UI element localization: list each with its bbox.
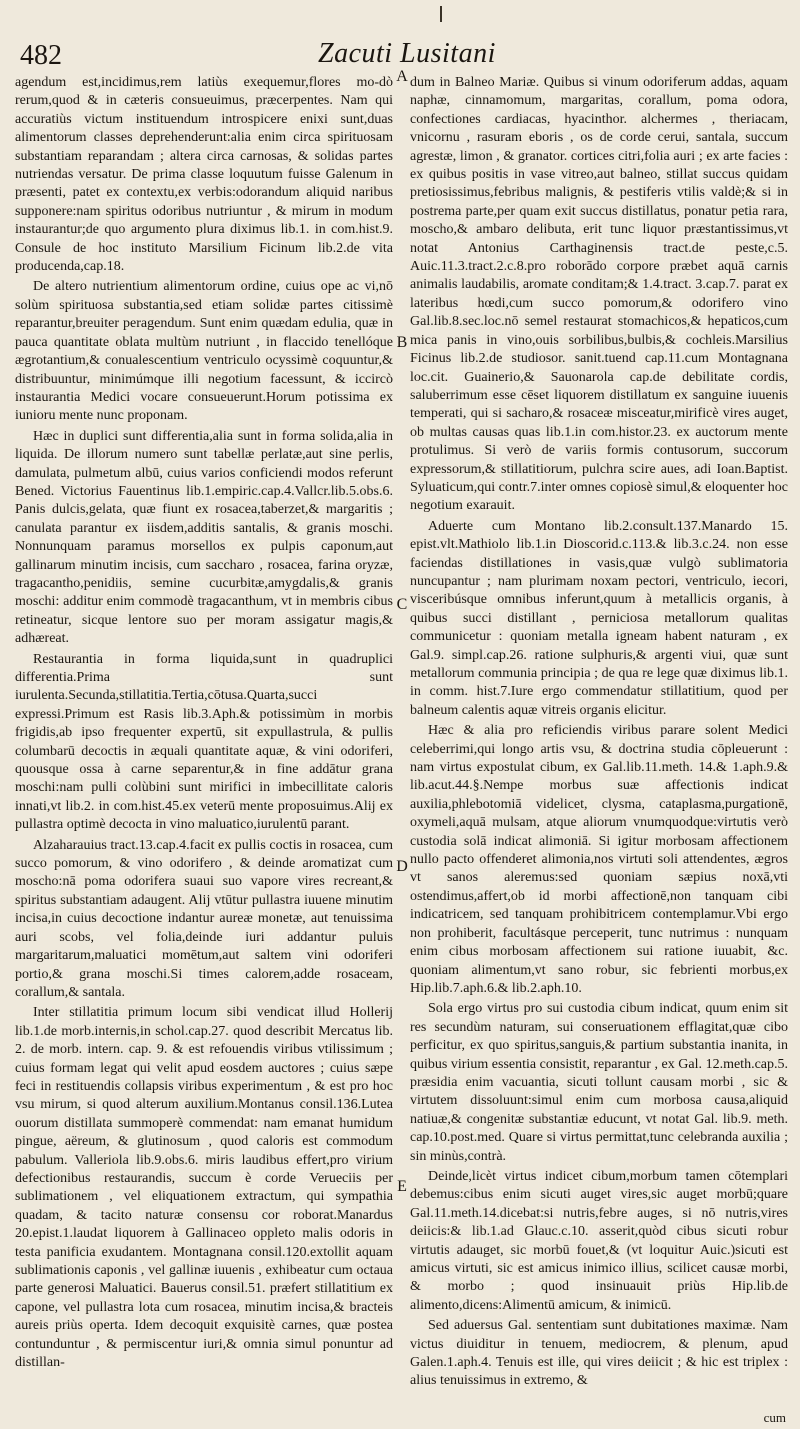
page-number: 482 — [20, 40, 62, 71]
print-mark — [440, 6, 442, 22]
margin-letter-c: C — [396, 596, 408, 613]
margin-letter-a: A — [396, 68, 408, 85]
running-title: Zacuti Lusitani — [318, 38, 496, 69]
paragraph: Hæc in duplici sunt differentia,alia sunt in forma solida,alia in liquida. De illorum numero sunt tabellæ perlatæ,aut sine perlis, damulata, pulmetum albū, cuius varios conficiendi modos referunt Bened. Victorius Fauentinus lib.1.empiric.cap.4.Vallcr.lib.5.obs.6. Panis dulcis,gelata, quæ fiunt ex rosacea,taberzet,& margaritis ; canulata parantur ex iisdem,additis santalis, & granis moschi. Nonnunquam paramus morsellos ex pulpis caponum,aut gallinarum minutim incisis, cum saccharo , rosacea, farina oryzæ, tragacantho,penidiis, semine cucurbitæ,amygdalis,& granis moschi: additur enim commodè tragacanthum, vt in membris cibus retineatur, sicque lentore suo per moram assigatur magis,& adhæreat. — [15, 428, 393, 647]
left-column — [15, 74, 393, 1424]
paragraph: Sed aduersus Gal. sententiam sunt dubitationes maximæ. Nam victus diuiditur in tenuem, mediocrem, & plenum, apud Galen.1.aph.4. Tenuis est ille, qui vires deiicit ; & hic est triplex : alius tenuissimus in extremo, & — [410, 1318, 788, 1389]
margin-letters — [393, 0, 410, 1429]
paragraph: De altero nutrientium alimentorum ordine, cuius ope ac vi,nō solùm spirituosa substantia,sed etiam solidæ partes citissimè reparantur,breuiter peragendum. Sunt enim quædam edulia, quæ in pauca quantitate oblata multùm nutriunt , in flaccido tenellóque ægrotantium,& conualescentium ventriculo ocyssimè coquuntur,& distribuuntur, minimúmque illi negotium facessunt, & iccircò instaurantia Medici vocare consueuerunt.Horum potissima ex iunioru mente nunc proponam. — [15, 279, 393, 424]
paragraph: Hæc & alia pro reficiendis viribus parare solent Medici celeberrimi,qui longo artis vsu, & doctrina studia cōpleuerunt : nam virtus expostulat cibum, ex Gal.lib.11.meth. 14.& 1.aph.9.& lib.acut.44.§.Nempe morbus suæ affectionis indicat auxilia,phlebotomiā videlicet, clysma, cataplasma,purgationē, oxymeli,aquā mulsam, atque aliorum vnumquodque:virtutis verò custodia solā indicat alimoniā. Si igitur morbosam affectionem nullo pacto offenderet alimonia,nos virtuti soli attendentes, ægros vt sanos aleremus:sed quoniam sæpius noxā,vti ostendimus,affert,ob id morbi affectionē,non tanquam cibi indicatricem, sed tanquam prohibitricem contemplamur.Vbi ergo non prohiberit, facultásque perceperit, tunc nutrimus : nunquam enim cibus morbosam affectionem sui ratione iuuabit, &c. quoniam alimentum,vt sano robur, sic febrienti morbus,ex Hip.lib.7.aph.6.& lib.2.aph.10. — [410, 723, 788, 996]
margin-letter-e: E — [397, 1178, 407, 1195]
paragraph: Sola ergo virtus pro sui custodia cibum indicat, quum enim sit res secundùm naturam, sui conseruationem efflagitat,quæ cibo perficitur, ex quo spiritus,sanguis,& partium substantia inanita, in quibus virium essentia consistit, reparantur , ex Gal. 12.meth.cap.5. præsidia enim vacuantia, sicuti tollunt causam morbi , sic & virtutem dissoluunt:simul enim cum morbosa causa,aliquid natiuæ,& congenitæ substantiæ educunt, vt notat Gal. lib.9. meth. cap.10.post.med. Quare si virtus permittat,tunc celebranda auxilia ; sin minùs,contrà. — [410, 1001, 788, 1164]
paragraph: Aduerte cum Montano lib.2.consult.137.Manardo 15. epist.vlt.Mathiolo lib.1.in Dioscorid.c.113.& lib.3.c.24. non esse faciendas distillationes in vasis,quæ vulgò sublimatoria nuncupantur ; nam plurimam noxam pectori, ventriculo, iecori, visceribúsque omnibus inferunt,quum à metallicis organis, à quibus succi distillant , perniciosa metallorum qualitas communicetur : quoniam metalla igneam habent naturam , ex Gal.9. simpl.cap.26. ratione sulphuris,& argenti viui, quæ sunt metallorum communia principia ; de qua re lege quæ diximus lib.1. in comm. hist.7.Iure ergo commendatur stillatitium, quod per balneum calentis aquæ vitreis organis elicitur. — [410, 518, 788, 718]
paragraph: Restaurantia in forma liquida,sunt in quadruplici differentia.Prima sunt iurulenta.Secunda,stillatitia.Tertia,cōtusa.Quarta,succi expressi.Primum est Rasis lib.3.Aph.& potissimùm in morbis frigidis,ab ipso frequenter expertū, sit expullastrula, & pullis columbarū decoctis in æquali quantitate aquæ, & vini odoriferi, quousque ossa à carne separentur,& in fine addātur grana moschi:nam pulli colùbini sunt mirifici in imbecillitate caloris innati,vt lib.2. in com.hist.45.ex veterū mente proposuimus.Alij ex pullastra optimè decocta in vino maluatico,iurulentū parant. — [15, 651, 393, 833]
paragraph: dum in Balneo Mariæ. Quibus si vinum odoriferum addas, aquam naphæ, cinnamomum, margaritas, corallum, poma odora, confectiones cardiacas, hyacinthor. alchermes , theriacam, vnicornu , rasuram eboris , os de corde cerui, santala, succum agrestæ, limon , & granator. cortices citri,folia auri ; ex arte facies : ex quibus positis in vase vitreo,aut balneo, stillat succus quidam pretiosissimus,febribus malignis, & pestiferis vtilis valdè;& si in postrema parte,per quam exit succus distillatus, ponatur petia rara, moscho,& ambaro delibuta, erit tunc liquor præstantissimus,vt notat Antonius Carthaginensis tract.de peste,c.5. Auic.11.3.tract.2.c.8.pro roborādo corpore præbet aquā carnis animalis laudabilis, aromate conditam;& 1.4.tract. 3.cap.7. parat ex lateribus hœdi,cum succo pomorum,& odorifero vino Gal.lib.8.sec.loc.nō semel restaurat stomachicos,& hepaticos,cum mica panis in vino,ouis sorbilibus,bulbis,& cochleis.Marsilius Ficinus lib.2.de studiosor. sanit.tuend cap.11.cum Montagnana loc.cit. Guainerio,& Sauonarola cap.de debilitate cordis, saluberrimum esse cēset liquorem distillatum ex sanguine iuuenis temperati, qui si sacharo,& rosaceæ misceatur,mirificè vires auget, ob multas causas quas lib.1.in com.histor.23. ex auctorum mente protulimus. Si verò de variis formis contusorum, succorum expressorum,& stillatitiorum, pulchra scire aues, adi Ioan.Baptist. Syluaticum,qui contr.7.inter omnes copiosè simul,& eloquenter hoc negotium exarauit. — [410, 75, 788, 514]
margin-letter-b: B — [396, 334, 408, 351]
paragraph: Alzaharauius tract.13.cap.4.facit ex pullis coctis in rosacea, cum succo pomorum, & vino odorifero , & deinde aromatizat cum moscho:nā poma odorifera suaui suo vapore vires recreant,& spiritus substantiam adaugent. Alij vtūtur pullastra iuuene minutim incisa,in cuius decoctione indantur aureæ monetæ, aut tenuissima auri scobs, vel folia,deinde iuri addantur puluis margaritarum,maluatici momētum,aut saltem vini odoriferi portio,& grana moschi.Si times calorem,adde rosaceam, corallum,& santala. — [15, 837, 393, 1000]
right-column — [410, 74, 788, 1424]
margin-letter-d: D — [396, 858, 408, 875]
paragraph: agendum est,incidimus,rem latiùs exequemur,flores mo-dò rerum,quod & in cæteris consueuimus, præcerpentes. Nam qui accuratiùs victum instituendum introspicere enixi sunt,duas alimentorum classes deprehenderunt:alia enim circa spirituosam substantiam reparandam ; altera circa carnosas, & solidas partes nutriendas versatur. De prima classe loquutum fuisse Galenum in præsenti, patet ex contextu,ex verbis:odorandum aliquid naribus supponere:nam spiritus odoribus nutriuntur , & mirum in modum instaurantur;de quo argumento plura diximus lib.1. in com.hist.9. Consule de hoc instituto Marsilium Ficinum lib.2.de vita producenda,cap.18. — [15, 75, 393, 275]
catchword: cum — [763, 1410, 786, 1425]
paragraph: Deinde,licèt virtus indicet cibum,morbum tamen cōtemplari debemus:cibus enim sicuti auget vires,sic auget morbū;quare Gal.11.meth.14.dicebat:si nutris,febre auges, si nō nutris,vires deiicis:& lib.1.ad Glauc.c.10. asserit,quòd cibus sicuti robur virtutis adauget, sic morbū fouet,& (vt loquitur Auic.)sicuti est amicus virtuti, sic est amicus inimico illius, scilicet causæ morbi, & morbo ; quod insinuauit priùs Hip.lib.de alimento,dicens:Alimentū amicum, & inimicū. — [410, 1168, 788, 1313]
paragraph: Inter stillatitia primum locum sibi vendicat illud Hollerij lib.1.de morb.internis,in schol.cap.27. quod describit Mercatus lib. 2. de morb. intern. cap. 9. & est refouendis viribus vtilissimum ; cuius formam legat qui velit apud eosdem auctores ; cuius sæpe feci in restituendis collapsis viribus experimentum , & est pro hoc vsu mirum, si quod alterum auxilium.Montanus consil.136.Lutea ouorum distillata summoperè commendat: nam emanat humidum pingue, aëreum, & glutinosum , quod caloris est commodum pabulum. Valleriola lib.9.obs.6. miris laudibus effert,pro virium defectionibus restaurandis, succum è corde Verueciis per sublimationem , vel eliquationem extractum, qui sympathia quadam, & tacito naturæ consensu cor roborat.Manardus 20.epist.1.laudat liquorem à Gallinaceo oppleto malis odoris in testa panificia exudantem. Montagnana consil.120.extollit aquam sublimationis caponis , vel gallinæ iuuenis , exhibeatur cum octaua parte generosi Maluatici. Bauerus consil.51. præfert stillatitium ex capone, vel pullastra lota cum rosacea, minutim incisa,& bracteis aureis priùs operta. Idem decoquit exquisitè carnes, quæ postea contunduntur , & permiscentur iuri,& omnia simul ponuntur ad distillan- — [15, 1005, 393, 1371]
